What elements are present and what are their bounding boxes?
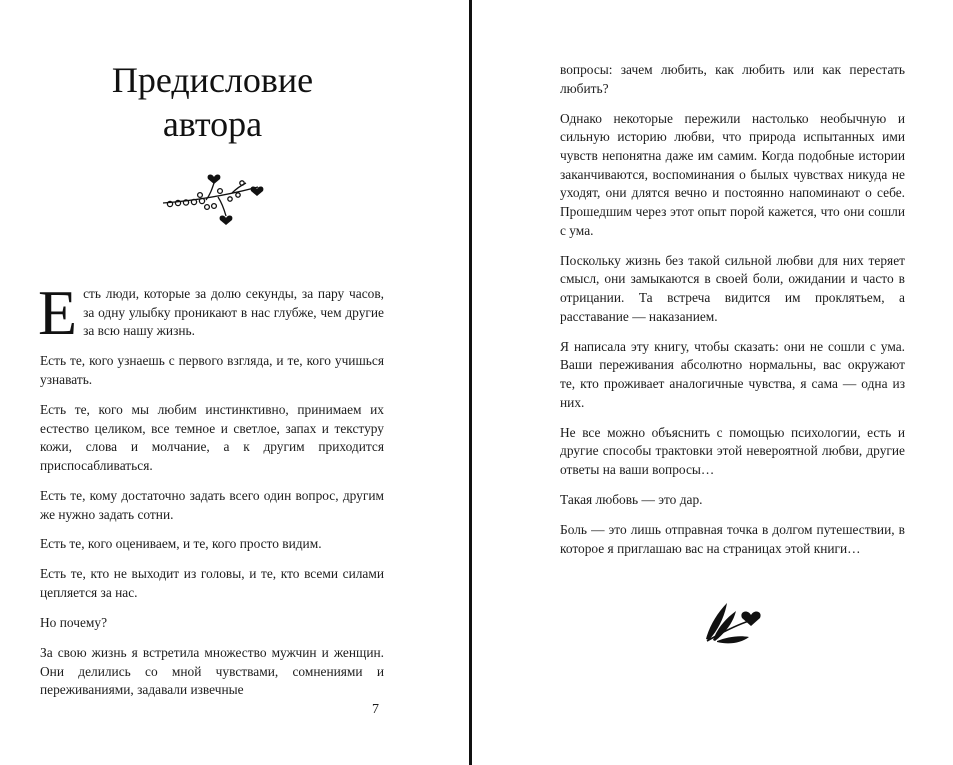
paragraph: Однако некоторые пережили настолько необычную и сильную историю любви, что природа испытанных ими чувств непонятна даже им самим. Когда подобные истории заканчиваются, воспоминания о былых чувствах никуда не уходят, они длятся вечно и постоянно напоминают о себе. Прошедшим через этот опыт порой кажется, что они сошли с ума. <box>560 110 905 238</box>
drop-cap: Е <box>38 277 78 348</box>
paragraph: Есть те, кому достаточно задать всего один вопрос, другим же нужно задать сотни. <box>40 487 384 522</box>
spine-divider <box>469 0 472 765</box>
paragraph: Есть те, кого мы любим инстинктивно, принимаем их естество целиком, все темное и светлое, запах и текстуру кожи, слова и молчание, а к другим приходится приспосабливаться. <box>40 401 384 473</box>
paragraph: За свою жизнь я встретила множество мужчин и женщин. Они делились со мной чувствами, сомнениями и переживаниями, задавали извечные <box>40 644 384 698</box>
paragraph: Я написала эту книгу, чтобы сказать: они не сошли с ума. Ваши переживания абсолютно нормальны, вас окружают те, кто проживает аналогичные чувства, я сама — одна из них. <box>560 338 905 410</box>
left-page-text <box>38 277 384 711</box>
paragraph: Не все можно объяснить с помощью психологии, есть и другие способы трактовки этой невероятной любви, другие ответы на ваши вопросы… <box>560 424 905 478</box>
paragraph: Есть те, кого оцениваем, и те, кого просто видим. <box>40 536 322 552</box>
paragraph: Поскольку жизнь без такой сильной любви для них теряет смысл, они замыкаются в своей боли, ожидании и часто в отрицании. Та встреча видится им проклятьем, а расставание — наказанием. <box>560 252 905 324</box>
leaves-heart-icon <box>703 597 765 645</box>
intro-paragraph <box>38 277 384 348</box>
right-page-text <box>560 61 905 569</box>
paragraph: Но почему? <box>40 614 108 630</box>
paragraph: Есть те, кто не выходит из головы, и те, кто всеми силами цепляется за нас. <box>40 566 384 601</box>
title-line-1: Предисловие <box>111 60 314 100</box>
paragraph: Такая любовь — это дар. <box>560 492 703 507</box>
paragraph: Есть те, кого узнаешь с первого взгляда, и те, кого учишься узнавать. <box>40 353 384 387</box>
paragraph: Боль — это лишь отправная точка в долгом путешествии, в которое я приглашаю вас на страницах этой книги… <box>560 521 905 556</box>
branch-hearts-icon <box>160 173 265 231</box>
title-line-2: автора <box>162 104 263 144</box>
page-number: 7 <box>372 702 379 717</box>
intro-paragraph-text: сть люди, которые за долю секунды, за пару часов, за одну улыбку проникают в нас глубже, чем другие за всю нашу жизнь. <box>83 286 384 339</box>
page-title <box>60 58 365 146</box>
paragraph: вопросы: зачем любить, как любить или как перестать любить? <box>560 62 905 96</box>
right-page <box>473 0 953 765</box>
left-page <box>0 0 470 765</box>
